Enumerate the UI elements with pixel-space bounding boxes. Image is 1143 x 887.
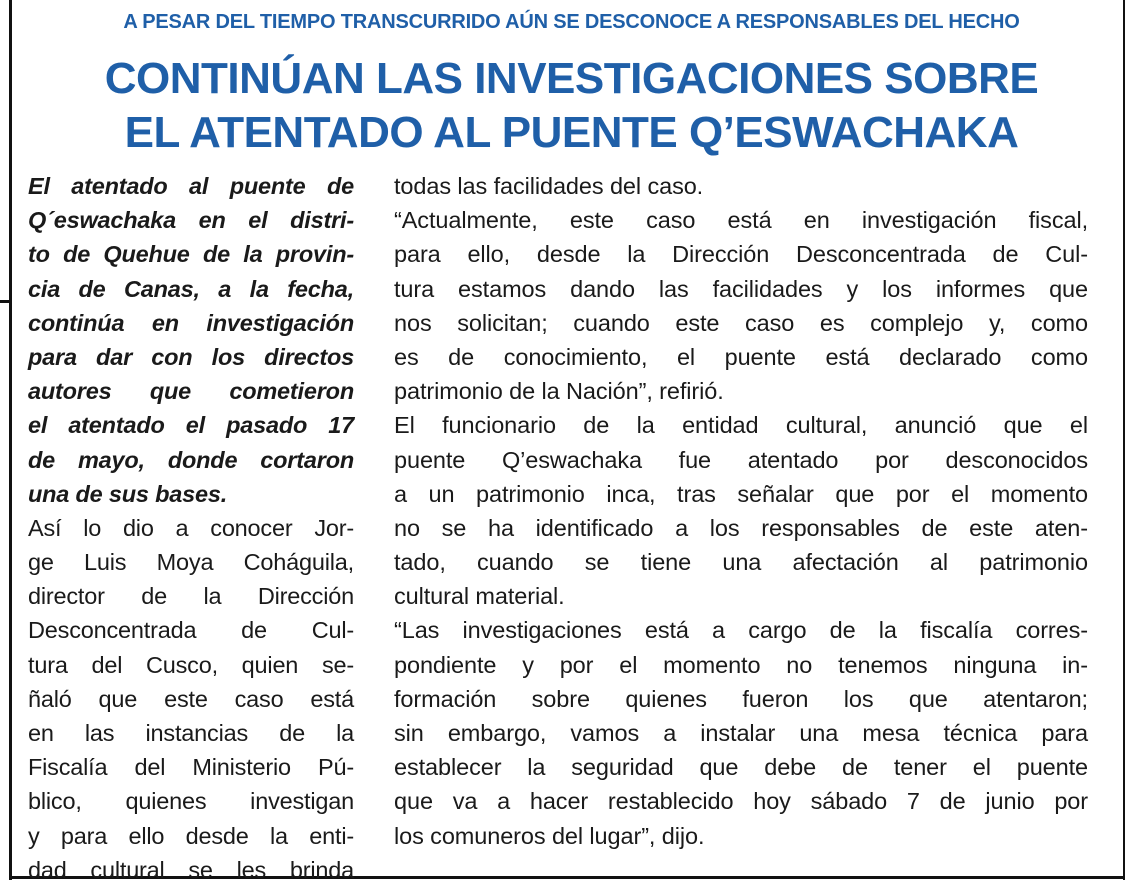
text-line: Desconcentrada de Cul-: [28, 617, 354, 644]
text-line: tura estamos dando las facilidades y los informes que: [394, 275, 1088, 302]
text-line: nos solicitan; cuando este caso es complejo y, como: [394, 309, 1088, 336]
text-line: pondiente y por el momento no tenemos ninguna in-: [394, 651, 1088, 678]
text-line: no se ha identificado a los responsables de este aten-: [394, 514, 1088, 541]
text-line: dad cultural se les brinda: [28, 856, 354, 883]
text-line: continúa en investigación: [28, 309, 354, 336]
text-line: ge Luis Moya Coháguila,: [28, 549, 354, 576]
text-line: to de Quehue de la provin-: [28, 241, 354, 268]
text-line: El funcionario de la entidad cultural, anunció que el: [394, 412, 1088, 439]
text-line: que va a hacer restablecido hoy sábado 7 de junio por: [394, 788, 1088, 815]
text-line: para dar con los directos: [28, 343, 354, 370]
lead-paragraph: [28, 169, 354, 511]
article-headline: [20, 52, 1123, 160]
text-line: tura del Cusco, quien se-: [28, 651, 354, 678]
right-border-rule: [1123, 0, 1125, 880]
text-line: sin embargo, vamos a instalar una mesa técnica para: [394, 720, 1088, 746]
text-line: de mayo, donde cortaron: [28, 446, 354, 473]
text-line: director de la Dirección: [28, 583, 354, 610]
text-line: El atentado al puente de: [28, 173, 354, 199]
text-line: establecer la seguridad que debe de tener el puente: [394, 754, 1088, 781]
text-line: Q´eswachaka en el distri-: [28, 207, 354, 234]
text-line: tado, cuando se tiene una afectación al patrimonio: [394, 549, 1088, 576]
text-line: autores que cometieron: [28, 378, 354, 405]
left-border-tick: [0, 300, 9, 303]
body-paragraph: [394, 169, 1088, 203]
text-line: para ello, desde la Dirección Desconcentrada de Cul-: [394, 241, 1088, 268]
text-line: Así lo dio a conocer Jor-: [28, 514, 354, 541]
body-paragraph: [394, 408, 1088, 613]
article-kicker: A PESAR DEL TIEMPO TRANSCURRIDO AÚN SE DESCONOCE A RESPONSABLES DEL HECHO: [123, 11, 1020, 33]
text-line: una de sus bases.: [28, 480, 228, 507]
text-line: “Actualmente, este caso está en investigación fiscal,: [394, 207, 1088, 234]
headline-line-1: CONTINÚAN LAS INVESTIGACIONES SOBRE: [104, 54, 1039, 103]
text-line: a un patrimonio inca, tras señalar que por el momento: [394, 480, 1088, 507]
text-line: en las instancias de la: [28, 720, 354, 746]
body-paragraph: [28, 511, 354, 887]
quote-paragraph: [394, 203, 1088, 408]
text-line: todas las facilidades del caso.: [394, 173, 704, 199]
text-line: “Las investigaciones está a cargo de la fiscalía corres-: [394, 617, 1088, 644]
text-line: formación sobre quienes fueron los que atentaron;: [394, 685, 1088, 712]
headline-line-2: EL ATENTADO AL PUENTE Q’ESWACHAKA: [124, 108, 1019, 157]
text-line: es de conocimiento, el puente está declarado como: [394, 343, 1088, 370]
text-line: ñaló que este caso está: [28, 685, 354, 712]
quote-paragraph: [394, 613, 1088, 852]
text-line: y para ello desde la enti-: [28, 822, 354, 849]
text-line: cia de Canas, a la fecha,: [28, 275, 354, 302]
left-border-rule: [9, 0, 12, 880]
text-line: el atentado el pasado 17: [28, 412, 354, 439]
text-line: Fiscalía del Ministerio Pú-: [28, 754, 354, 781]
text-line: blico, quienes investigan: [28, 788, 354, 815]
text-line: puente Q’eswachaka fue atentado por desconocidos: [394, 446, 1088, 473]
left-column: [28, 169, 354, 887]
right-column: [394, 169, 1088, 853]
text-line: patrimonio de la Nación”, refirió.: [394, 378, 724, 405]
text-line: cultural material.: [394, 583, 565, 610]
text-line: los comuneros del lugar”, dijo.: [394, 822, 705, 849]
